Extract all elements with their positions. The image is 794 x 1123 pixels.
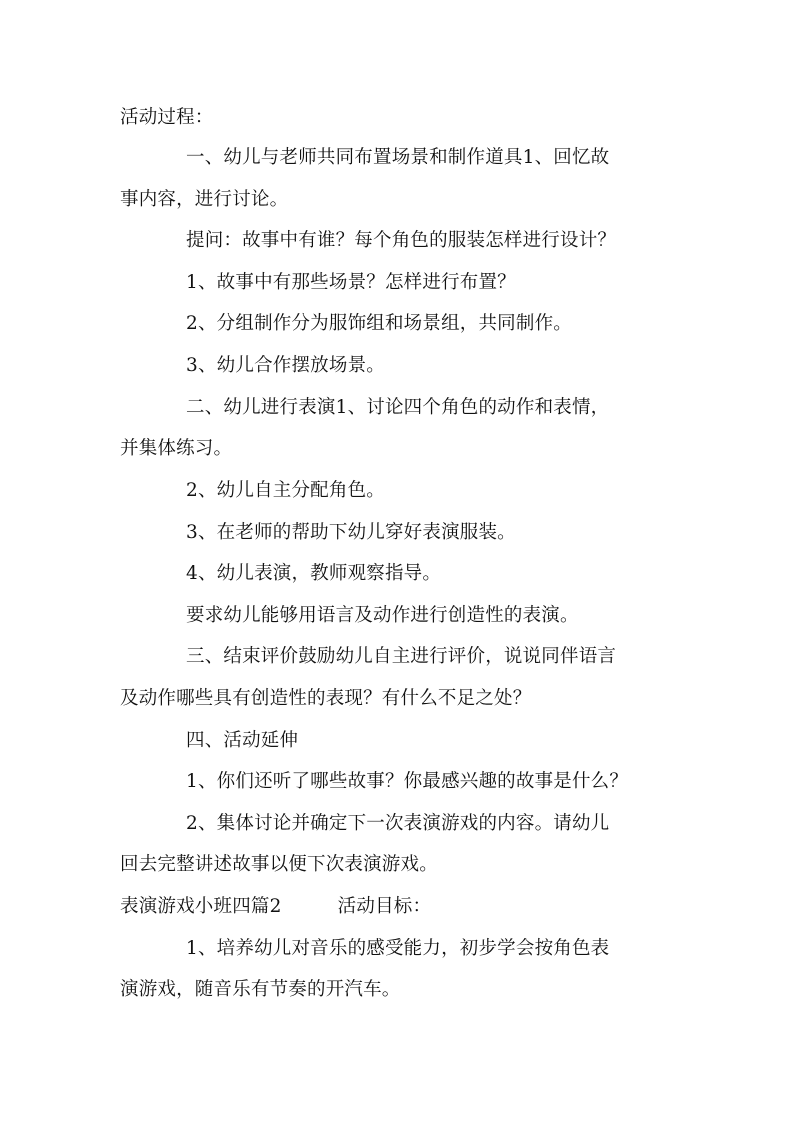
text-line: 2、分组制作分为服饰组和场景组，共同制作。 (186, 313, 572, 334)
text-line: 1、故事中有那些场景？怎样进行布置？ (186, 272, 516, 293)
text-line: 1、培养幼儿对音乐的感受能力，初步学会按角色表 (186, 938, 610, 959)
text-line: 演游戏，随音乐有节奏的开汽车。 (120, 979, 401, 1000)
text-line: 1、你们还听了哪些故事？你最感兴趣的故事是什么？ (186, 771, 629, 792)
text-line: 3、在老师的帮助下幼儿穿好表演服装。 (186, 522, 516, 543)
text-line: 4、幼儿表演，教师观察指导。 (186, 563, 442, 584)
text-line: 回去完整讲述故事以便下次表演游戏。 (120, 854, 438, 875)
text-line: 一、幼儿与老师共同布置场景和制作道具1、回忆故 (186, 147, 610, 168)
text-line: 2、集体讨论并确定下一次表演游戏的内容。请幼儿 (186, 813, 610, 834)
text-line: 事内容，进行讨论。 (120, 189, 289, 210)
text-line: 并集体练习。 (120, 438, 233, 459)
section-heading: 表演游戏小班四篇2 活动目标： (120, 896, 432, 917)
text-line: 3、幼儿合作摆放场景。 (186, 355, 385, 376)
text-line: 二、幼儿进行表演1、讨论四个角色的动作和表情， (186, 397, 610, 418)
text-line: 提问：故事中有谁？每个角色的服装怎样进行设计？ (186, 230, 617, 251)
text-line: 要求幼儿能够用语言及动作进行创造性的表演。 (186, 605, 579, 626)
text-line: 三、结束评价鼓励幼儿自主进行评价，说说同伴语言 (186, 646, 617, 667)
text-line: 活动过程： (120, 107, 214, 128)
text-line: 及动作哪些具有创造性的表现？有什么不足之处？ (120, 688, 532, 709)
text-line: 2、幼儿自主分配角色。 (186, 480, 385, 501)
text-line: 四、活动延伸 (186, 730, 299, 751)
